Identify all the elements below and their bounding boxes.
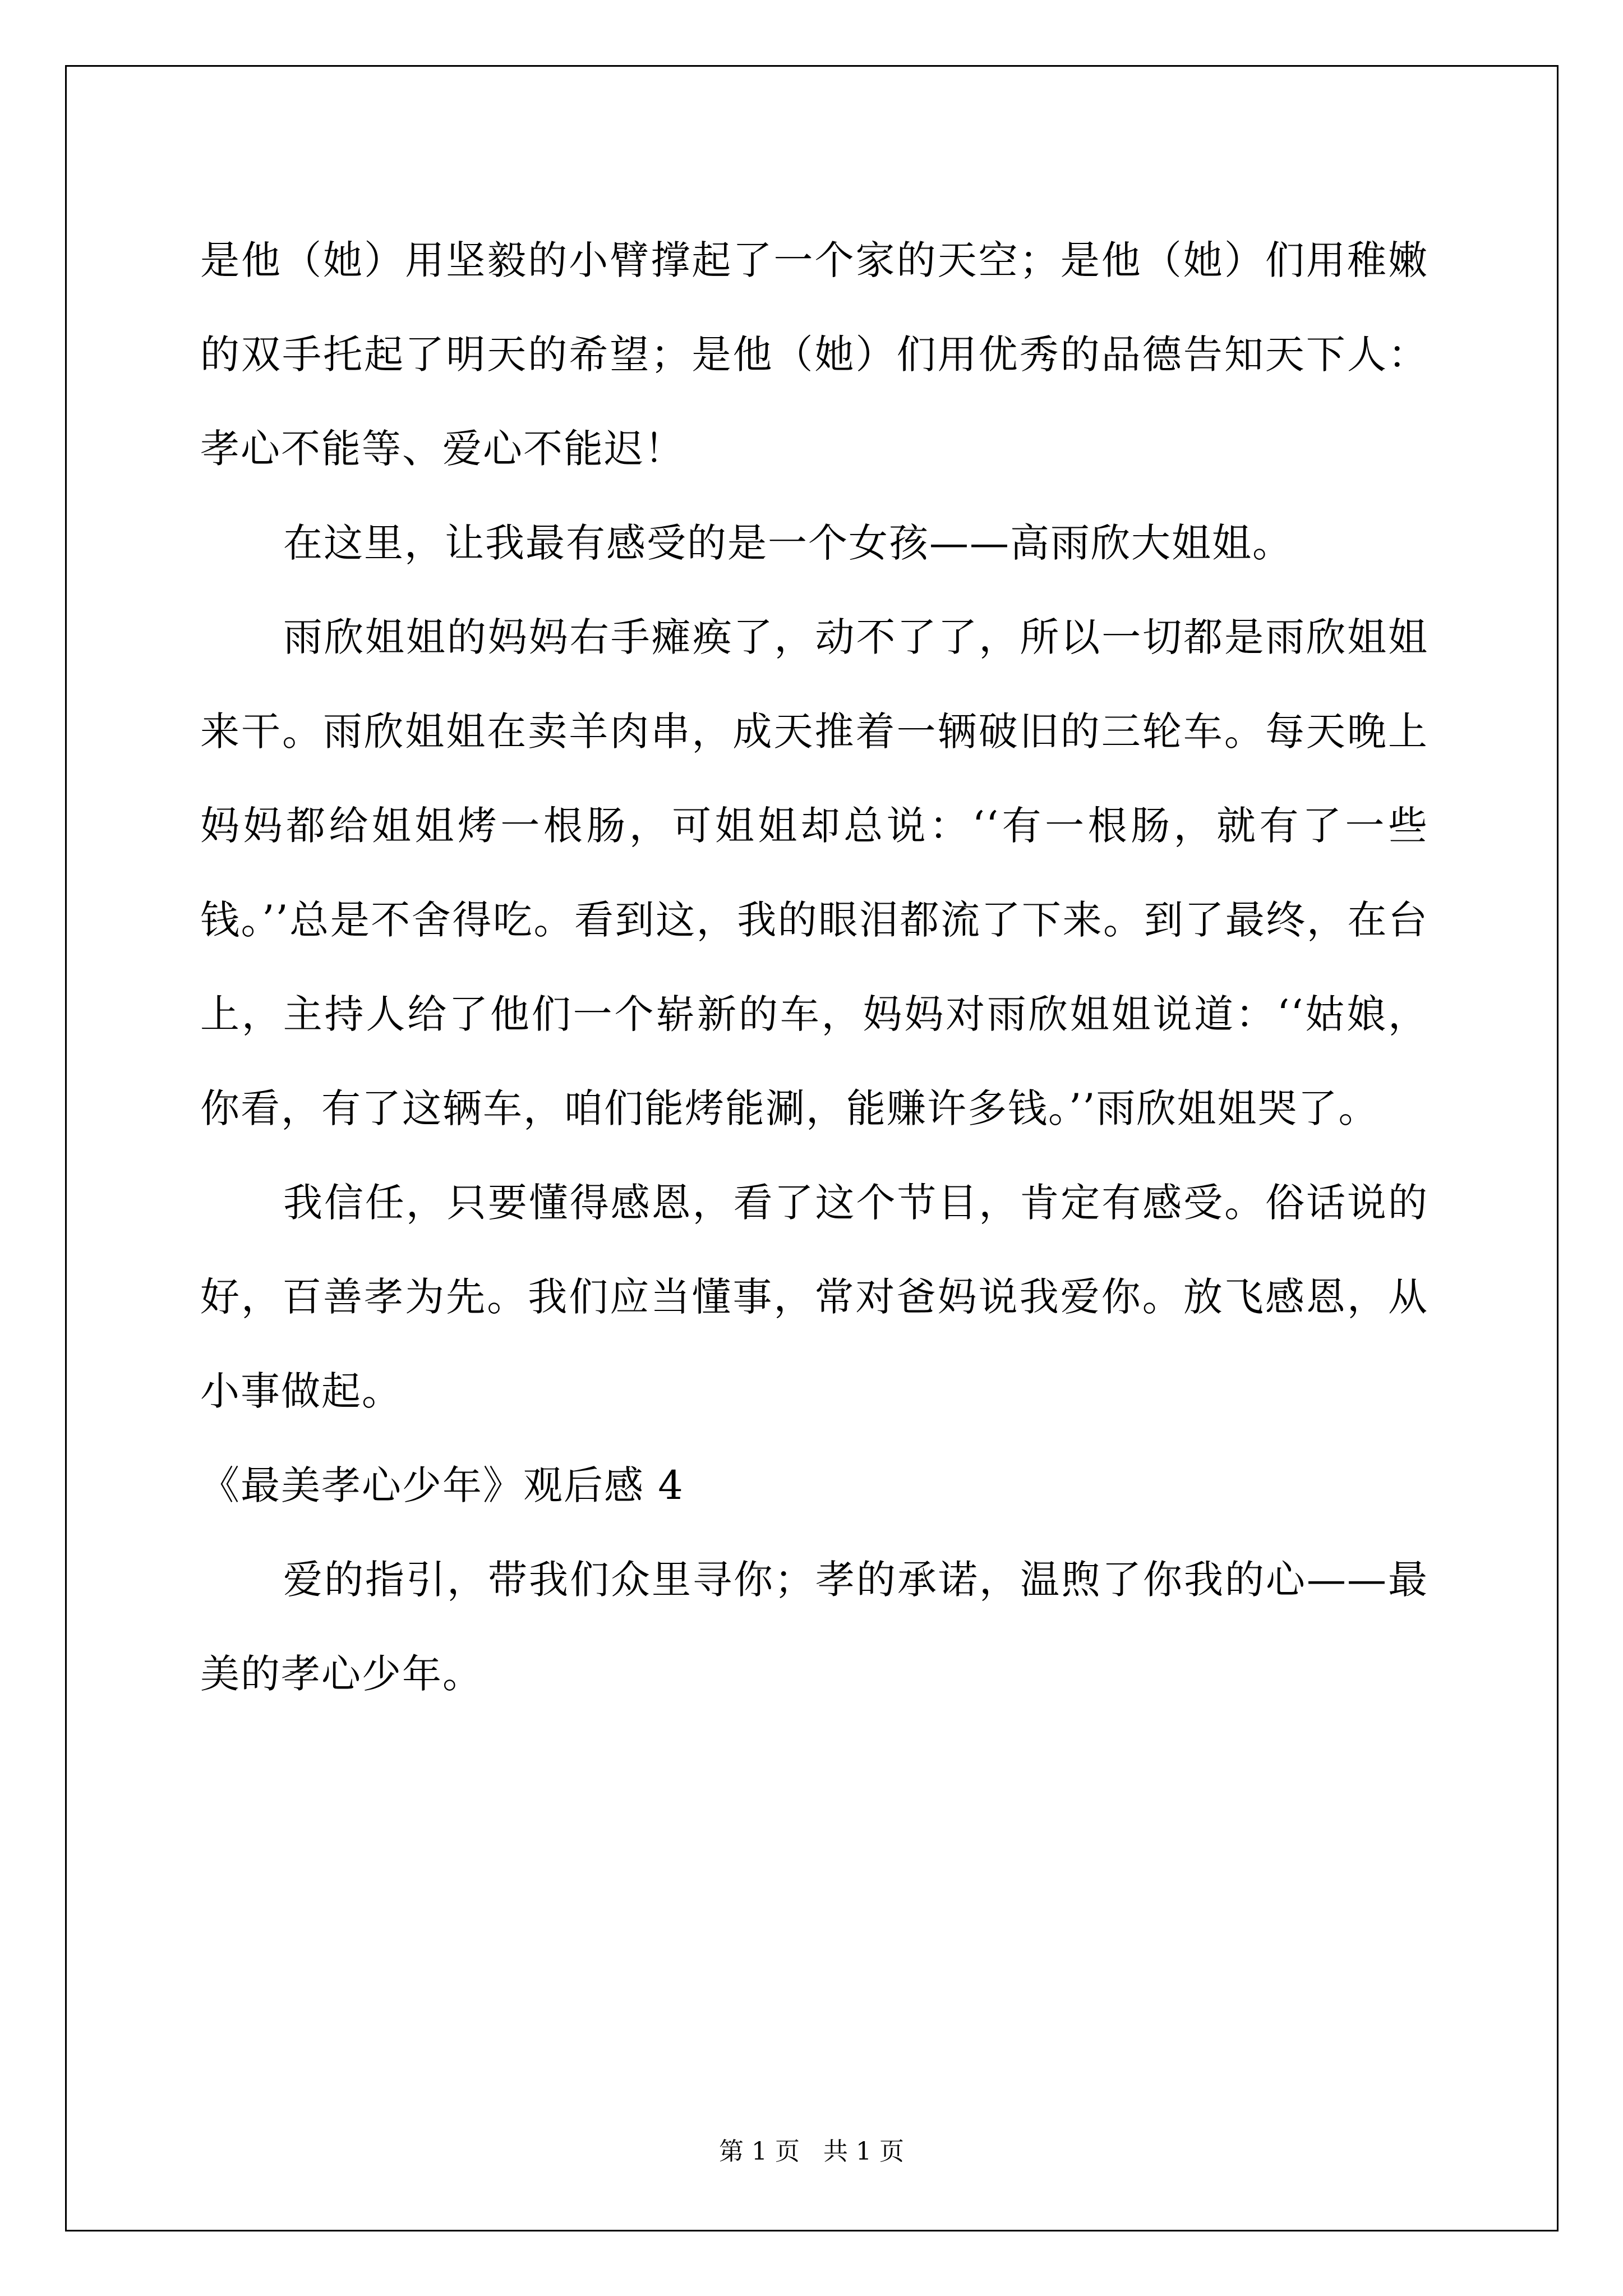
paragraph-1: 是他（她）用坚毅的小臂撑起了一个家的天空；是他（她）们用稚嫩的双手托起了明天的希望；是他（她）们用优秀的品德告知天下人：孝心不能等、爱心不能迟！ [200,237,1428,472]
page-footer: 第 1 页 共 1 页 [719,2137,904,2166]
section-title: 《最美孝心少年》观后感 4 [200,1462,684,1508]
document-body [200,213,1428,1721]
paragraph-2: 在这里，让我最有感受的是一个女孩——高雨欣大姐姐。 [283,520,1293,566]
paragraph-4: 我信任，只要懂得感恩，看了这个节目，肯定有感受。俗话说的好，百善孝为先。我们应当懂事，常对爸妈说我爱你。放飞感恩，从小事做起。 [200,1180,1428,1414]
paragraph-3: 雨欣姐姐的妈妈右手瘫痪了，动不了了，所以一切都是雨欣姐姐来干。雨欣姐姐在卖羊肉串，成天推着一辆破旧的三轮车。每天晚上妈妈都给姐姐烤一根肠，可姐姐却总说：‘‘有一根肠，就有了一些钱。’’总是不舍得吃。看到这，我的眼泪都流了下来。到了最终，在台上，主持人给了他们一个崭新的车，妈妈对雨欣姐姐说道：‘‘姑娘，你看，有了这辆车，咱们能烤能涮，能赚许多钱。’’雨欣姐姐哭了。 [200,614,1428,1131]
section-paragraph-1: 爱的指引，带我们众里寻你；孝的承诺，温煦了你我的心——最美的孝心少年。 [200,1557,1428,1697]
